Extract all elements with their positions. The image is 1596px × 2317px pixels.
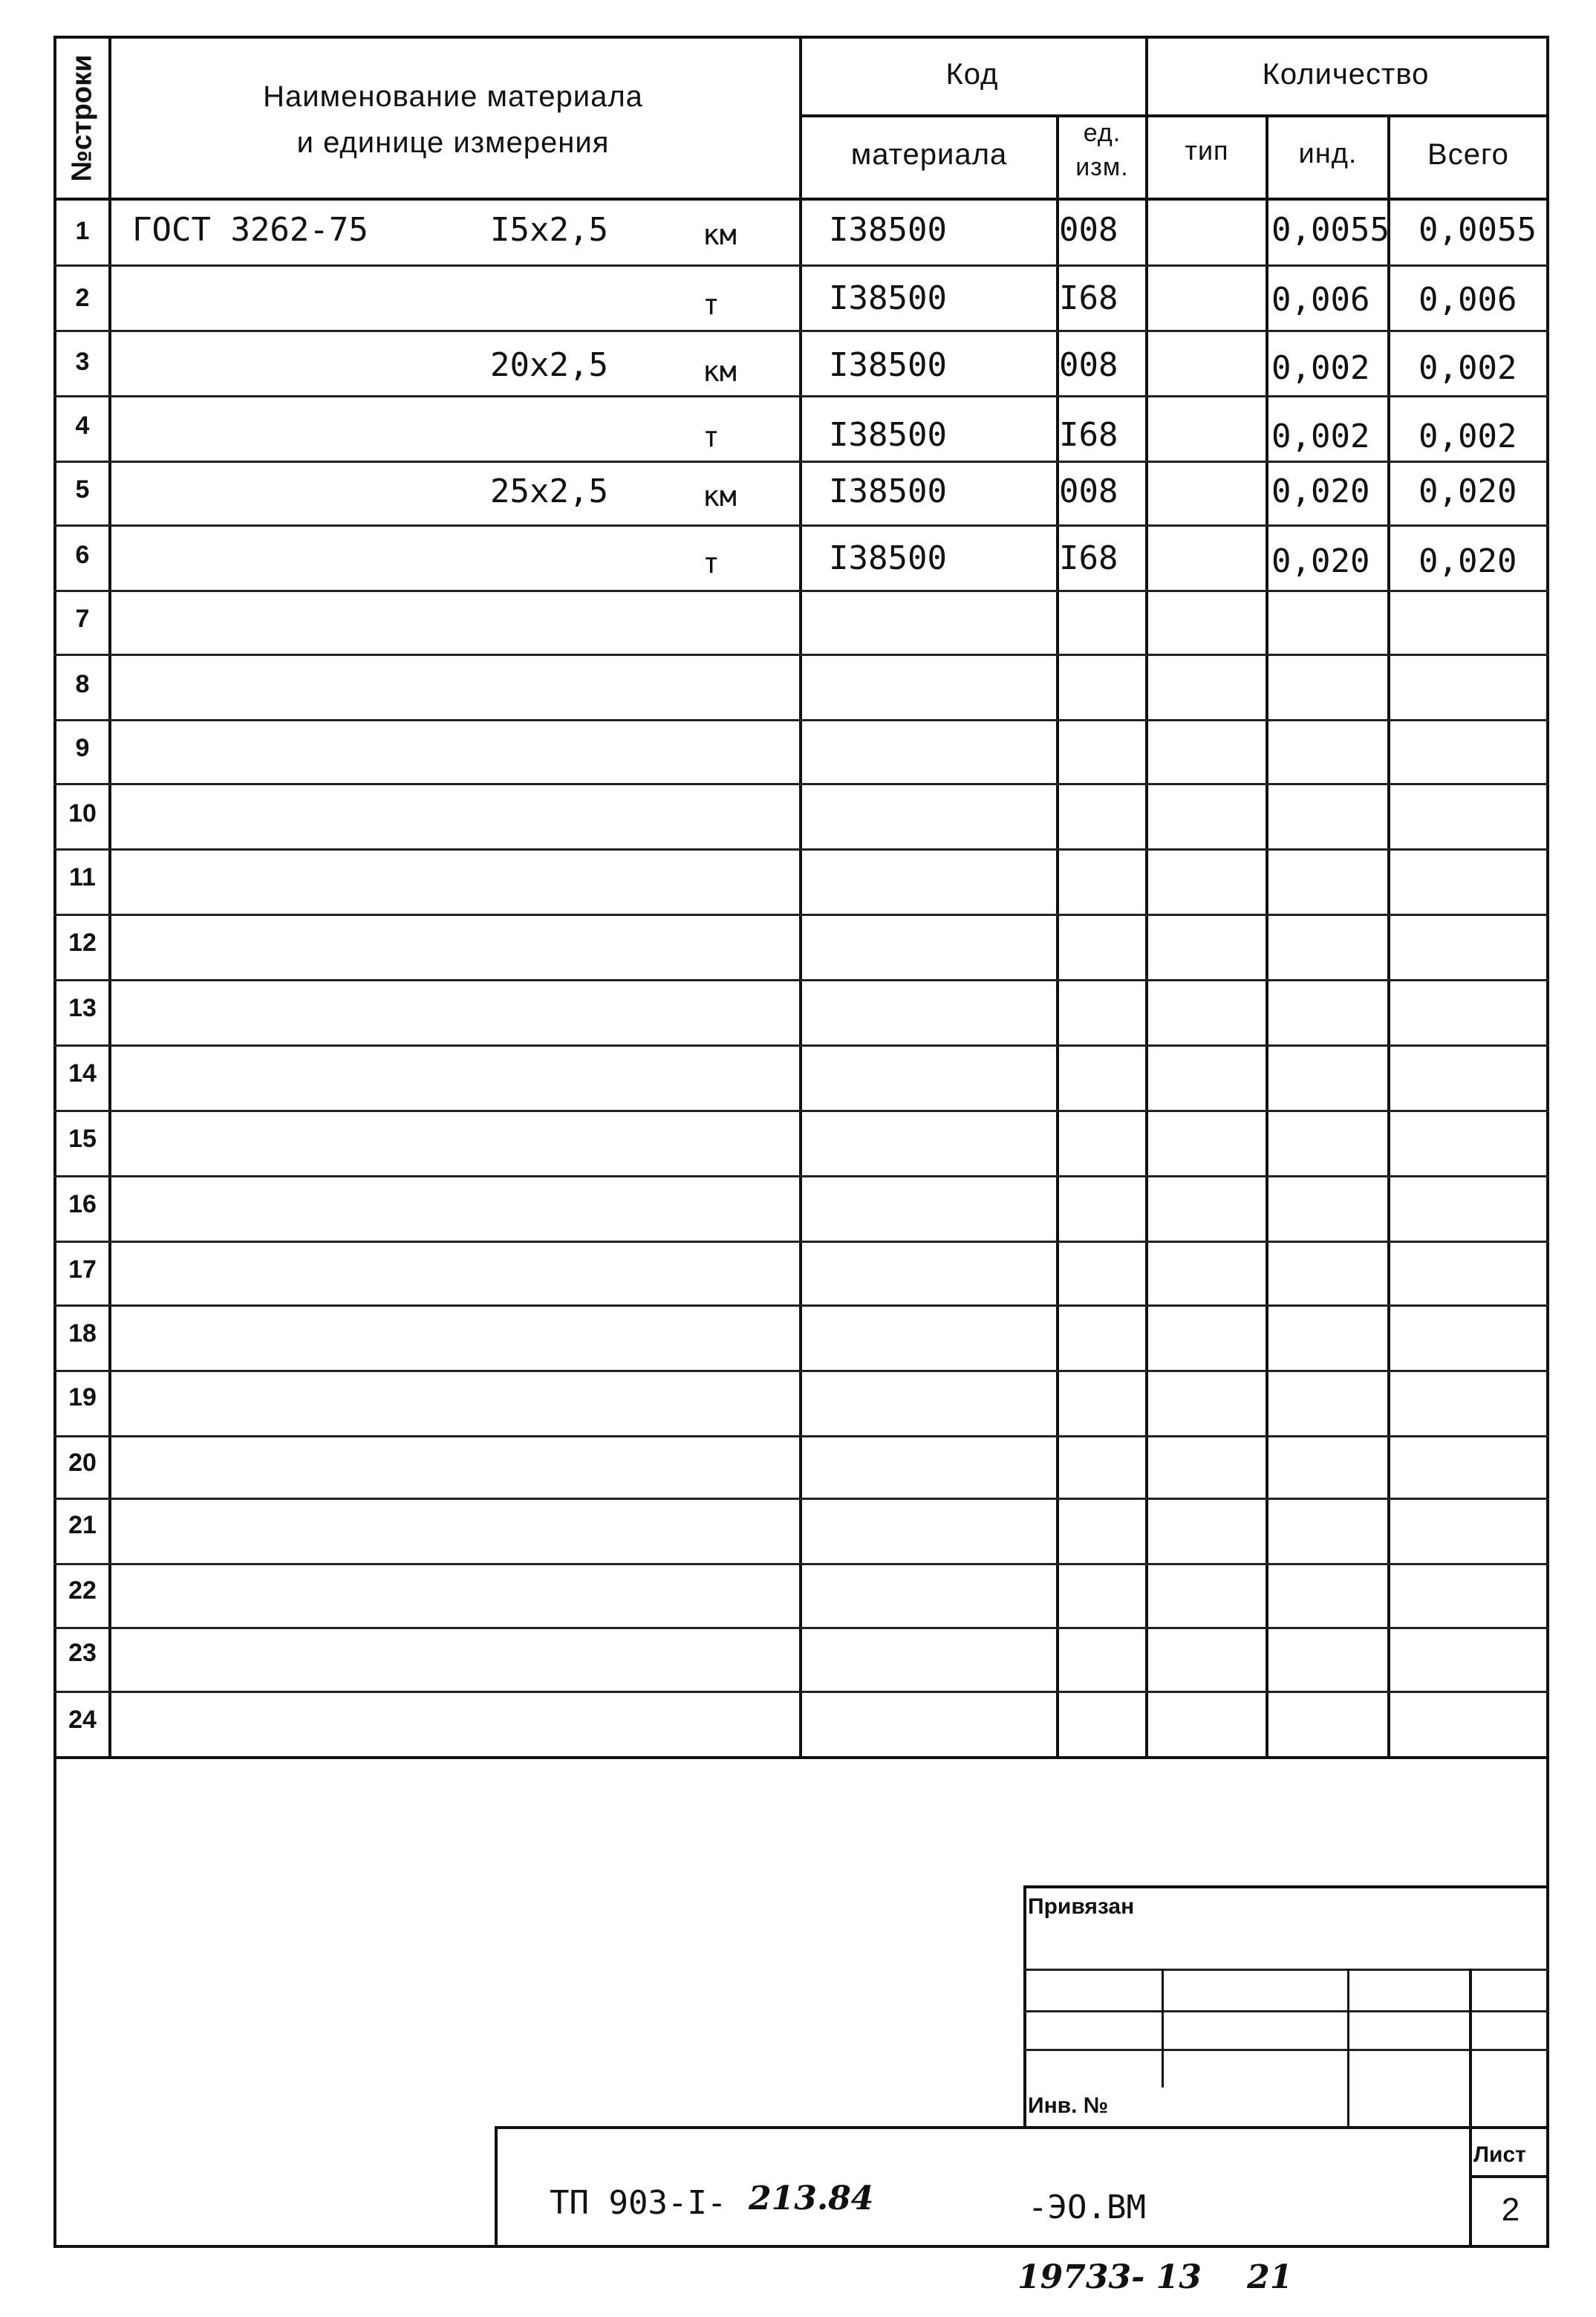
row-separator xyxy=(53,654,1549,656)
row-separator xyxy=(53,1304,1549,1307)
qty-ind: 0,002 xyxy=(1271,349,1370,387)
row-separator xyxy=(53,914,1549,916)
col-line-type xyxy=(1266,116,1268,1756)
row-separator xyxy=(53,1175,1549,1177)
doc-code-suffix: -ЭО.ВМ xyxy=(1028,2188,1146,2226)
unit-text: км xyxy=(703,355,737,388)
row-number: 10 xyxy=(68,799,97,828)
header-mid-line xyxy=(799,114,1549,117)
tb-col-line xyxy=(1347,1969,1349,2128)
header-bottom-line xyxy=(53,198,1549,201)
tb-col-line xyxy=(1162,1969,1164,2087)
row-number: 22 xyxy=(68,1576,97,1605)
quantity-header: Количество xyxy=(1262,58,1430,91)
qty-ind: 0,006 xyxy=(1271,281,1370,319)
row-separator xyxy=(53,1498,1549,1500)
total-header: Всего xyxy=(1427,138,1509,171)
qty-total: 0,020 xyxy=(1419,472,1517,510)
unit-code: I68 xyxy=(1059,539,1118,577)
row-separator xyxy=(53,330,1549,332)
row-separator xyxy=(53,590,1549,592)
row-separator xyxy=(53,1563,1549,1565)
size-text: I5x2,5 xyxy=(490,211,608,249)
row-separator xyxy=(53,1110,1549,1112)
row-number: 21 xyxy=(68,1511,97,1539)
row-separator xyxy=(53,719,1549,721)
table-bottom-line xyxy=(53,1756,1549,1759)
row-number: 11 xyxy=(69,863,96,891)
unit-code: 008 xyxy=(1059,472,1118,510)
row-number: 24 xyxy=(68,1706,97,1734)
tb-left-line xyxy=(1023,1885,1026,2128)
qty-total: 0,002 xyxy=(1419,349,1517,387)
row-number: 15 xyxy=(68,1125,97,1153)
row-separator xyxy=(53,264,1549,267)
row-separator xyxy=(53,395,1549,397)
unit-code-header-2: изм. xyxy=(1075,153,1129,181)
inv-no-label: Инв. № xyxy=(1028,2093,1109,2118)
row-separator xyxy=(53,979,1549,981)
type-header: тип xyxy=(1185,135,1229,166)
row-number: 19 xyxy=(68,1383,97,1411)
row-number: 16 xyxy=(68,1190,97,1218)
qty-ind: 0,020 xyxy=(1271,472,1370,510)
row-number: 1 xyxy=(75,217,90,245)
doc-code-handwritten: 213.84 xyxy=(749,2180,874,2217)
row-number: 4 xyxy=(75,412,90,440)
row-separator xyxy=(53,1241,1549,1243)
bound-label: Привязан xyxy=(1028,1894,1135,1919)
row-separator xyxy=(53,461,1549,463)
row-number: 17 xyxy=(68,1255,97,1284)
material-code: I38500 xyxy=(829,472,947,510)
unit-code: I68 xyxy=(1059,416,1118,454)
gost-text: ГОСТ 3262-75 xyxy=(132,211,368,249)
unit-text: км xyxy=(703,218,737,251)
code-header: Код xyxy=(945,58,999,91)
row-number: 20 xyxy=(68,1449,97,1477)
qty-ind: 0,002 xyxy=(1271,417,1370,455)
row-separator xyxy=(53,1044,1549,1047)
qty-total: 0,0055 xyxy=(1419,211,1537,249)
unit-code: 008 xyxy=(1059,211,1118,249)
material-code: I38500 xyxy=(829,416,947,454)
unit-text: т xyxy=(703,547,720,579)
row-number-header: №строки xyxy=(66,54,98,182)
size-text: 20x2,5 xyxy=(490,346,608,384)
unit-code: I68 xyxy=(1059,279,1118,317)
row-number: 7 xyxy=(75,605,90,633)
unit-text: км xyxy=(703,480,737,513)
qty-total: 0,006 xyxy=(1419,281,1517,319)
name-header-line1: Наименование материала xyxy=(263,80,643,113)
unit-code: 008 xyxy=(1059,346,1118,384)
row-separator xyxy=(53,783,1549,785)
row-number: 5 xyxy=(75,475,90,504)
row-separator xyxy=(53,524,1549,527)
material-code: I38500 xyxy=(829,346,947,384)
row-number: 2 xyxy=(75,284,90,312)
material-code: I38500 xyxy=(829,279,947,317)
row-number: 13 xyxy=(68,994,97,1022)
row-number: 23 xyxy=(68,1639,97,1667)
row-number: 14 xyxy=(68,1059,97,1088)
unit-text: т xyxy=(703,288,720,321)
row-separator xyxy=(53,848,1549,851)
material-code-header: материала xyxy=(850,138,1008,171)
qty-total: 0,002 xyxy=(1419,417,1517,455)
unit-code-header-1: ед. xyxy=(1083,119,1121,147)
stamp-left-line xyxy=(495,2126,498,2248)
row-number: 6 xyxy=(75,541,90,569)
name-header-line2: и единице измерения xyxy=(296,126,610,159)
size-text: 25x2,5 xyxy=(490,472,608,510)
row-separator xyxy=(53,1370,1549,1372)
material-code: I38500 xyxy=(829,211,947,249)
row-number: 3 xyxy=(75,348,90,376)
unit-text: т xyxy=(703,420,720,453)
material-code: I38500 xyxy=(829,539,947,577)
row-number: 8 xyxy=(75,670,90,698)
row-number: 18 xyxy=(68,1319,97,1348)
row-number: 9 xyxy=(75,734,90,762)
doc-code-prefix: ТП 903-I- xyxy=(550,2184,727,2222)
ind-header: инд. xyxy=(1298,138,1358,169)
sheet-number: 2 xyxy=(1501,2191,1520,2228)
footer-handwritten-number: 19733- 13 21 xyxy=(1017,2258,1293,2296)
tb-top-line xyxy=(1023,1885,1549,1888)
row-number: 12 xyxy=(68,929,97,957)
stamp-top-line xyxy=(495,2126,1549,2129)
sheet-label: Лист xyxy=(1473,2142,1526,2167)
row-separator xyxy=(53,1435,1549,1437)
qty-ind: 0,020 xyxy=(1271,542,1370,580)
sheet-divider-line xyxy=(1469,2175,1549,2178)
col-line-ind xyxy=(1387,116,1390,1756)
row-separator xyxy=(53,1627,1549,1629)
qty-ind: 0,0055 xyxy=(1271,211,1390,249)
row-separator xyxy=(53,1691,1549,1693)
qty-total: 0,020 xyxy=(1419,542,1517,580)
